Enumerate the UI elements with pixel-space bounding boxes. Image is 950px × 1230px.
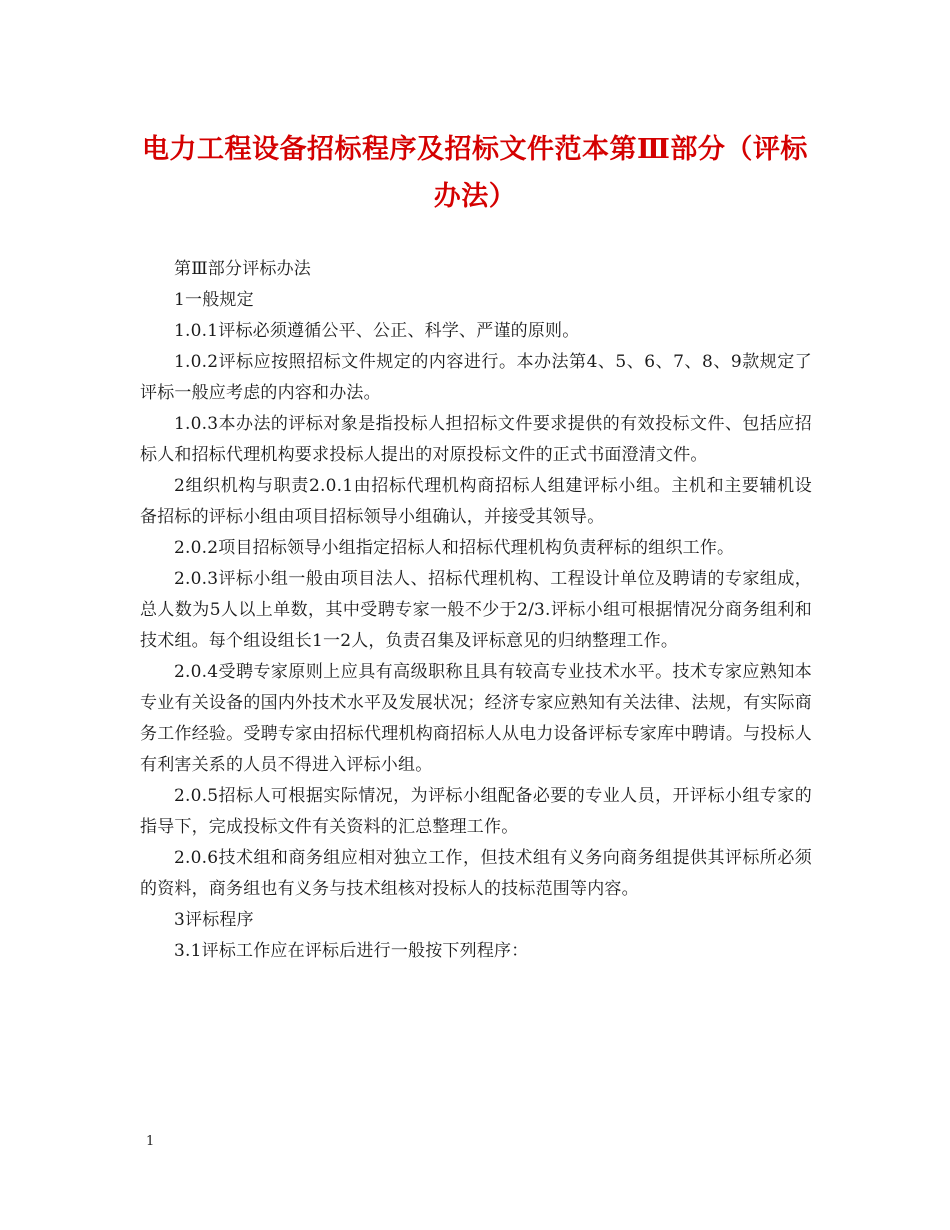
subsection-heading: 1一般规定 — [174, 290, 254, 310]
clause-paragraph: 2.0.6技术组和商务组应相对独立工作，但技术组有义务向商务组提供其评标所必须的资料，商务组也有义务与技术组核对投标人的技标范围等内容。 — [140, 848, 812, 899]
clause-paragraph: 2组织机构与职责2.0.1由招标代理机构商招标人组建评标小组。主机和主要辅机设备招标的评标小组由项目招标领导小组确认，并接受其领导。 — [140, 476, 812, 527]
document-title: 电力工程设备招标程序及招标文件范本第Ⅲ部分（评标办法） — [142, 134, 808, 212]
clause-paragraph: 1.0.3本办法的评标对象是指投标人担招标文件要求提供的有效投标文件、包括应招标人和招标代理机构要求投标人提出的对原投标文件的正式书面澄清文件。 — [140, 414, 812, 465]
clause-paragraph: 2.0.3评标小组一般由项目法人、招标代理机构、工程设计单位及聘请的专家组成，总人数为5人以上单数，其中受聘专家一般不少于2/3.评标小组可根据情况分商务组利和技术组。每个组设组长1一2人，负责召集及评标意见的归纳整理工作。 — [140, 569, 812, 651]
subsection-heading: 3评标程序 — [174, 910, 254, 930]
page-number: 1 — [146, 1134, 155, 1149]
clause-paragraph: 2.0.5招标人可根据实际情况，为评标小组配备必要的专业人员，开评标小组专家的指导下，完成投标文件有关资料的汇总整理工作。 — [140, 786, 812, 837]
clause-paragraph: 2.0.2项目招标领导小组指定招标人和招标代理机构负责秤标的组织工作。 — [174, 538, 735, 558]
clause-paragraph: 2.0.4受聘专家原则上应具有高级职称且具有较高专业技术水平。技术专家应熟知本专业有关设备的国内外技术水平及发展状况；经济专家应熟知有关法律、法规，有实际商务工作经验。受聘专家由招标代理机构商招标人从电力设备评标专家库中聘请。与投标人有利害关系的人员不得进入评标小组。 — [140, 662, 812, 775]
clause-paragraph: 1.0.1评标必须遵循公平、公正、科学、严谨的原则。 — [174, 321, 580, 341]
clause-paragraph: 1.0.2评标应按照招标文件规定的内容进行。本办法第4、5、6、7、8、9款规定了评标一般应考虑的内容和办法。 — [140, 352, 812, 403]
section-heading: 第Ⅲ部分评标办法 — [174, 259, 311, 279]
document-body — [140, 254, 812, 967]
clause-paragraph: 3.1评标工作应在评标后进行一般按下列程序： — [174, 941, 529, 961]
